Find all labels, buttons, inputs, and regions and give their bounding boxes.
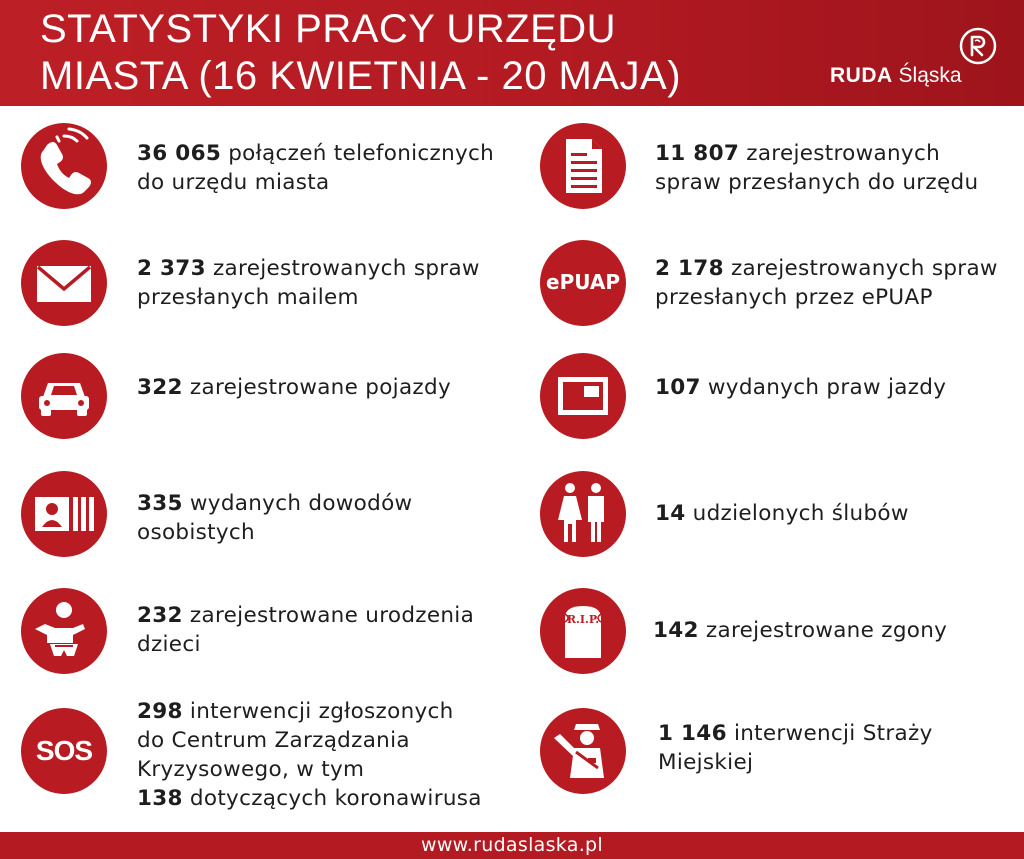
envelope-icon xyxy=(21,240,107,326)
phone-icon xyxy=(21,123,107,209)
stat-label: dzieci xyxy=(137,632,201,657)
stat-label: spraw przesłanych do urzędu xyxy=(655,170,979,195)
stat-documents-text xyxy=(655,139,978,197)
stat-value: 142 xyxy=(653,618,699,643)
title-line-2: MIASTA (16 KWIETNIA - 20 MAJA) xyxy=(40,54,682,98)
stat-value: 2 373 xyxy=(137,256,206,281)
stat-guards-text xyxy=(658,719,933,777)
stat-label: wydanych praw jazdy xyxy=(700,375,947,400)
stat-label: zarejestrowane pojazdy xyxy=(182,375,451,400)
stat-label: Kryzysowego, w tym xyxy=(137,757,365,782)
stat-births-text xyxy=(137,601,474,659)
driving-license-icon xyxy=(540,353,626,439)
footer-website-link[interactable]: www.rudaslaska.pl xyxy=(421,834,603,856)
title-line-1: STATYSTYKI PRACY URZĘDU xyxy=(40,7,617,51)
stat-label: dotyczących koronawirusa xyxy=(182,786,482,811)
stat-value: 1 146 xyxy=(658,721,727,746)
header-banner xyxy=(0,0,1024,106)
tombstone-icon xyxy=(540,588,626,674)
guard-icon xyxy=(540,708,626,794)
stat-value: 232 xyxy=(137,603,183,628)
stat-mail-text xyxy=(137,254,480,312)
car-icon xyxy=(21,353,107,439)
stat-label: zarejestrowanych spraw xyxy=(205,256,480,281)
stat-label: przesłanych przez ePUAP xyxy=(655,285,933,310)
stat-phone-text xyxy=(137,139,494,197)
stat-label: Miejskiej xyxy=(658,750,754,775)
stat-interventions-text xyxy=(137,697,482,813)
epuap-icon xyxy=(540,240,626,326)
baby-icon xyxy=(21,588,107,674)
stat-deaths-text xyxy=(653,616,947,645)
stat-label: zarejestrowanych xyxy=(739,141,940,166)
stat-value: 335 xyxy=(137,491,183,516)
couple-icon xyxy=(540,471,626,557)
stat-weddings-text xyxy=(655,499,909,528)
stat-value: 14 xyxy=(655,501,686,526)
stat-label: interwencji Straży xyxy=(726,721,933,746)
stat-value: 322 xyxy=(137,375,183,400)
stat-value: 11 807 xyxy=(655,141,740,166)
stat-label: wydanych dowodów xyxy=(182,491,413,516)
stat-epuap-text xyxy=(655,254,998,312)
stat-label: zarejestrowane urodzenia xyxy=(182,603,475,628)
tombstone-label: R.I.P. xyxy=(566,613,600,626)
sos-icon xyxy=(21,708,107,794)
stat-label: do Centrum Zarządzania xyxy=(137,728,410,753)
stat-label: udzielonych ślubów xyxy=(685,501,909,526)
stat-label: osobistych xyxy=(137,520,255,545)
ruda-slaska-logo-icon xyxy=(958,26,998,66)
stat-label: przesłanych mailem xyxy=(137,285,359,310)
logo-slaska: Śląska xyxy=(898,64,962,87)
stat-vehicles-text xyxy=(137,373,451,402)
stat-label: połączeń telefonicznych xyxy=(221,141,495,166)
logo-ruda: RUDA xyxy=(830,64,893,87)
epuap-icon-label: ePUAP xyxy=(546,270,620,294)
footer-bar xyxy=(0,832,1024,859)
logo-wordmark xyxy=(830,64,962,88)
document-icon xyxy=(540,123,626,209)
stat-label: interwencji zgłoszonych xyxy=(182,699,454,724)
stat-licenses-text xyxy=(655,373,946,402)
stat-value: 298 xyxy=(137,699,183,724)
stat-value: 107 xyxy=(655,375,701,400)
page-title xyxy=(40,6,681,100)
sos-icon-label: SOS xyxy=(35,735,93,766)
stat-value: 2 178 xyxy=(655,256,724,281)
stat-ids-text xyxy=(137,489,412,547)
stat-value: 36 065 xyxy=(137,141,222,166)
id-card-icon xyxy=(21,471,107,557)
stat-label: zarejestrowane zgony xyxy=(698,618,948,643)
stat-label: zarejestrowanych spraw xyxy=(723,256,998,281)
stat-value-secondary: 138 xyxy=(137,786,183,811)
stat-label: do urzędu miasta xyxy=(137,170,330,195)
